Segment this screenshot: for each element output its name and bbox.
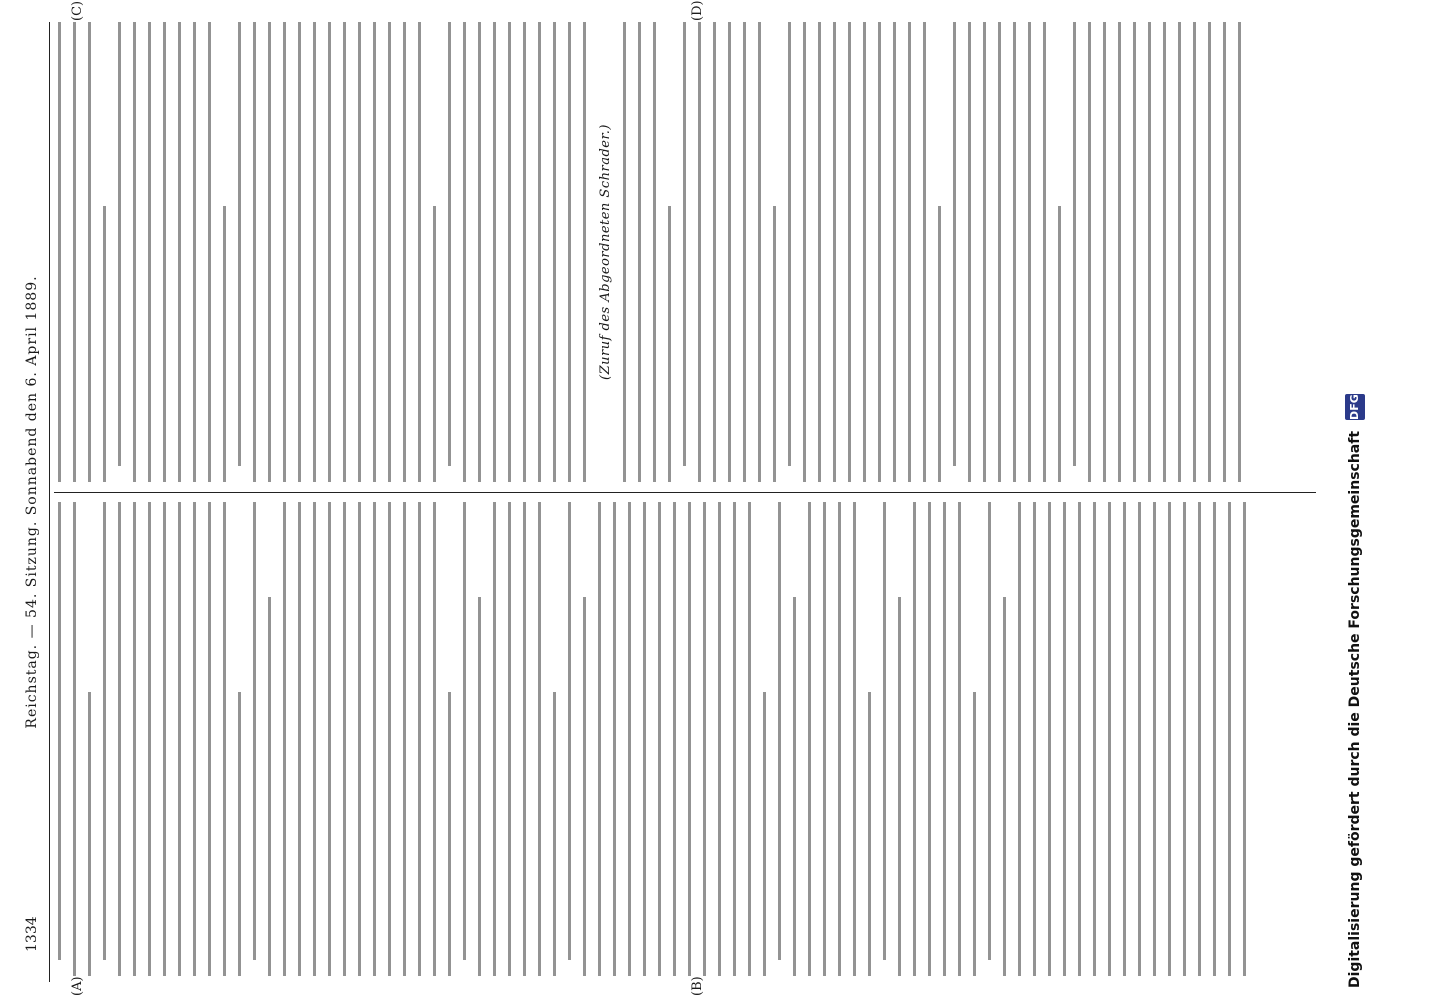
text-line (508, 502, 511, 976)
digitization-watermark (1345, 0, 1375, 1000)
text-line (623, 22, 626, 482)
text-line (983, 22, 986, 482)
text-line (73, 502, 76, 976)
text-line (908, 22, 911, 482)
text-line (403, 502, 406, 976)
text-line (433, 206, 436, 482)
text-line (298, 22, 301, 482)
text-line (448, 692, 451, 976)
text-line (523, 502, 526, 976)
text-line (1148, 22, 1151, 482)
text-line (1138, 502, 1141, 976)
text-line (178, 502, 181, 976)
text-line (208, 502, 211, 976)
page-number: 1334 (24, 916, 40, 952)
text-line (583, 22, 586, 482)
text-line (698, 22, 701, 482)
text-line (193, 502, 196, 976)
text-line (343, 502, 346, 976)
text-line (773, 206, 776, 482)
text-line (923, 22, 926, 482)
text-line (883, 502, 886, 960)
text-line (1058, 206, 1061, 482)
watermark-text: Digitalisierung gefördert durch die Deutsche Forschungsgemeinschaft (1347, 430, 1363, 988)
text-line (388, 22, 391, 482)
text-line (163, 502, 166, 976)
margin-letter-d: (D) (690, 0, 705, 21)
text-line (568, 22, 571, 482)
text-line (713, 22, 716, 482)
text-line (868, 692, 871, 976)
text-line (743, 22, 746, 482)
text-line (1133, 22, 1136, 482)
text-line (553, 692, 556, 976)
text-line (1033, 502, 1036, 976)
text-line (998, 22, 1001, 482)
text-line (653, 22, 656, 482)
text-line (463, 22, 466, 482)
text-line (1208, 22, 1211, 482)
text-line (848, 22, 851, 482)
text-line (373, 22, 376, 482)
text-line (478, 22, 481, 482)
column-divider (54, 492, 1316, 493)
text-line (313, 502, 316, 976)
text-line (433, 502, 436, 976)
dfg-logo: DFG (1345, 394, 1365, 420)
text-line (778, 502, 781, 960)
text-line (1168, 502, 1171, 976)
text-line (283, 502, 286, 976)
text-line (833, 22, 836, 482)
page-header (10, 22, 50, 982)
text-line (343, 22, 346, 482)
text-line (388, 502, 391, 976)
text-line (328, 22, 331, 482)
text-line (418, 502, 421, 976)
text-line (163, 22, 166, 482)
page-title: Reichstag. — 54. Sitzung. Sonnabend den 6. April 1889. (24, 275, 40, 729)
text-line (803, 22, 806, 482)
text-line (1238, 22, 1241, 482)
text-line (1048, 502, 1051, 976)
text-line (508, 22, 511, 482)
text-line (1228, 502, 1231, 976)
text-line (1153, 502, 1156, 976)
text-line (1118, 22, 1121, 482)
text-line (1163, 22, 1166, 482)
text-line (328, 502, 331, 976)
text-line (553, 22, 556, 482)
text-line (728, 22, 731, 482)
text-line (298, 502, 301, 976)
text-line (913, 502, 916, 976)
right-column (58, 22, 1318, 482)
text-line (88, 692, 91, 976)
text-line (1013, 22, 1016, 482)
text-line (1243, 502, 1246, 976)
text-line (853, 502, 856, 976)
text-line (1108, 502, 1111, 976)
text-line (628, 502, 631, 976)
text-line (733, 502, 736, 976)
text-line (268, 22, 271, 482)
text-line (1018, 502, 1021, 976)
text-line (313, 22, 316, 482)
header-rule (49, 22, 50, 982)
text-line (373, 502, 376, 976)
text-line (178, 22, 181, 482)
text-line (668, 206, 671, 482)
text-line (478, 597, 481, 976)
text-line (1223, 22, 1226, 482)
text-line (538, 22, 541, 482)
text-line (1178, 22, 1181, 482)
text-line (943, 502, 946, 976)
text-line (938, 206, 941, 482)
text-line (58, 502, 61, 960)
text-line (863, 22, 866, 482)
text-line (958, 502, 961, 976)
text-line (88, 22, 91, 482)
text-line (238, 22, 241, 466)
text-line (1213, 502, 1216, 976)
text-line (658, 502, 661, 976)
text-line (673, 502, 676, 976)
text-line (953, 22, 956, 466)
text-line (703, 502, 706, 976)
text-line (103, 502, 106, 960)
text-line (1198, 502, 1201, 976)
text-line (133, 22, 136, 482)
text-line (118, 22, 121, 466)
text-line (568, 502, 571, 960)
text-line (148, 22, 151, 482)
text-line (208, 22, 211, 482)
text-line (148, 502, 151, 976)
text-line (448, 22, 451, 466)
text-line (493, 22, 496, 482)
text-line (358, 22, 361, 482)
text-line (1103, 22, 1106, 482)
text-line (403, 22, 406, 482)
text-line (718, 502, 721, 976)
text-line (793, 597, 796, 976)
text-line (283, 22, 286, 482)
text-line (788, 22, 791, 466)
text-line (988, 502, 991, 960)
text-line (1003, 597, 1006, 976)
text-line (1078, 502, 1081, 976)
text-line (73, 22, 76, 482)
text-line (193, 22, 196, 482)
text-line (238, 692, 241, 976)
text-line (268, 597, 271, 976)
text-line (878, 22, 881, 482)
text-line (898, 597, 901, 976)
left-column (58, 502, 1318, 976)
text-line (763, 692, 766, 976)
text-line (818, 22, 821, 482)
text-line (1028, 22, 1031, 482)
text-line (583, 597, 586, 976)
text-line (683, 22, 686, 466)
text-line (1043, 22, 1046, 482)
text-line (133, 502, 136, 976)
text-line (463, 502, 466, 960)
text-line (1183, 502, 1186, 976)
text-line (223, 206, 226, 482)
text-line (758, 22, 761, 482)
text-line (418, 22, 421, 482)
text-line (493, 502, 496, 976)
text-line (223, 502, 226, 976)
margin-letter-a: (A) (70, 976, 85, 996)
text-line (538, 502, 541, 976)
text-line (808, 502, 811, 976)
text-line (748, 502, 751, 976)
text-line (58, 22, 61, 482)
text-line (103, 206, 106, 482)
text-line (253, 502, 256, 960)
text-line (118, 502, 121, 976)
margin-letter-c: (C) (70, 0, 85, 21)
margin-letter-b: (B) (690, 976, 705, 996)
text-line (823, 502, 826, 976)
text-line (523, 22, 526, 482)
text-line (838, 502, 841, 976)
text-line (928, 502, 931, 976)
text-line (1093, 502, 1096, 976)
text-line (1073, 22, 1076, 466)
text-line (358, 502, 361, 976)
text-line (968, 22, 971, 482)
interjection: (Zuruf des Abgeordneten Schrader.) (598, 124, 613, 380)
text-line (973, 692, 976, 976)
text-line (613, 502, 616, 976)
text-line (1193, 22, 1196, 482)
text-line (1123, 502, 1126, 976)
text-line (893, 22, 896, 482)
text-line (1088, 22, 1091, 482)
text-line (638, 22, 641, 482)
text-line (253, 22, 256, 482)
text-line (643, 502, 646, 976)
text-line (598, 502, 601, 976)
text-line (1063, 502, 1066, 976)
text-line (688, 502, 691, 976)
